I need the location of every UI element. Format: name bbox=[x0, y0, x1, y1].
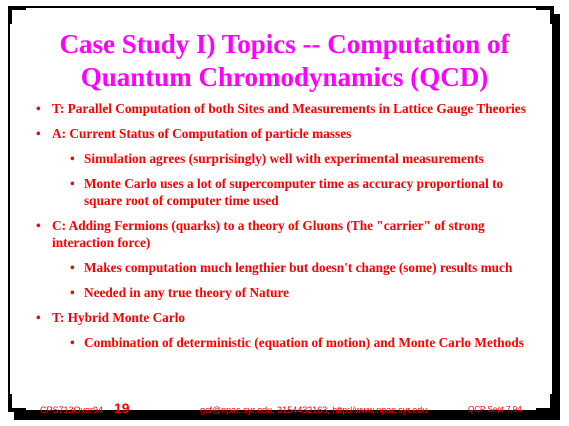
bullet-marker: • bbox=[36, 218, 41, 233]
bullet-text: C: Adding Fermions (quarks) to a theory of Gluons (The "carrier" of strong interaction force) bbox=[52, 218, 485, 250]
bullet-text: A: Current Status of Computation of particle masses bbox=[52, 126, 352, 141]
slide-footer bbox=[0, 402, 569, 418]
bullet-item bbox=[36, 217, 536, 251]
bullet-text: T: Parallel Computation of both Sites and Measurements in Lattice Gauge Theories bbox=[52, 101, 526, 116]
bullet-text: Makes computation much lengthier but doesn't change (some) results much bbox=[84, 260, 513, 275]
sub-bullet-item bbox=[36, 175, 536, 209]
bullet-item bbox=[36, 309, 536, 326]
sub-bullet-item bbox=[36, 150, 536, 167]
sub-bullet-item bbox=[36, 284, 536, 301]
bullet-text: T: Hybrid Monte Carlo bbox=[52, 310, 186, 325]
sub-bullet-item bbox=[36, 259, 536, 276]
footer-contact: gcf@npac.syr.edu, 3154432163, http://www.npac.syr.edu bbox=[200, 405, 428, 415]
bullet-marker: • bbox=[70, 285, 75, 300]
footer-date: QCP Sept 7,94 bbox=[468, 405, 522, 414]
slide-title bbox=[0, 28, 569, 94]
bullet-marker: • bbox=[36, 126, 41, 141]
bullet-marker: • bbox=[70, 335, 75, 350]
footer-page-number: 19 bbox=[114, 400, 130, 416]
bullet-text: Monte Carlo uses a lot of supercomputer time as accuracy proportional to square root of computer time used bbox=[84, 176, 504, 208]
frame-corner-top-right bbox=[536, 8, 552, 24]
sub-bullet-item bbox=[36, 334, 536, 351]
bullet-text: Combination of deterministic (equation of motion) and Monte Carlo Methods bbox=[84, 335, 524, 350]
bullet-marker: • bbox=[70, 176, 75, 191]
slide-body bbox=[36, 100, 536, 359]
bullet-marker: • bbox=[70, 151, 75, 166]
frame-corner-top-left bbox=[10, 8, 26, 24]
bullet-marker: • bbox=[36, 310, 41, 325]
bullet-item bbox=[36, 100, 536, 117]
bullet-item bbox=[36, 125, 536, 142]
bullet-text: Needed in any true theory of Nature bbox=[84, 285, 290, 300]
footer-course-id: CPS713Over94 bbox=[40, 405, 104, 415]
slide-title-line-2: Quantum Chromodynamics (QCD) bbox=[80, 62, 489, 92]
bullet-marker: • bbox=[70, 260, 75, 275]
bullet-marker: • bbox=[36, 101, 41, 116]
bullet-text: Simulation agrees (surprisingly) well with experimental measurements bbox=[84, 151, 484, 166]
slide-title-line-1: Case Study I) Topics -- Computation of bbox=[59, 29, 510, 59]
